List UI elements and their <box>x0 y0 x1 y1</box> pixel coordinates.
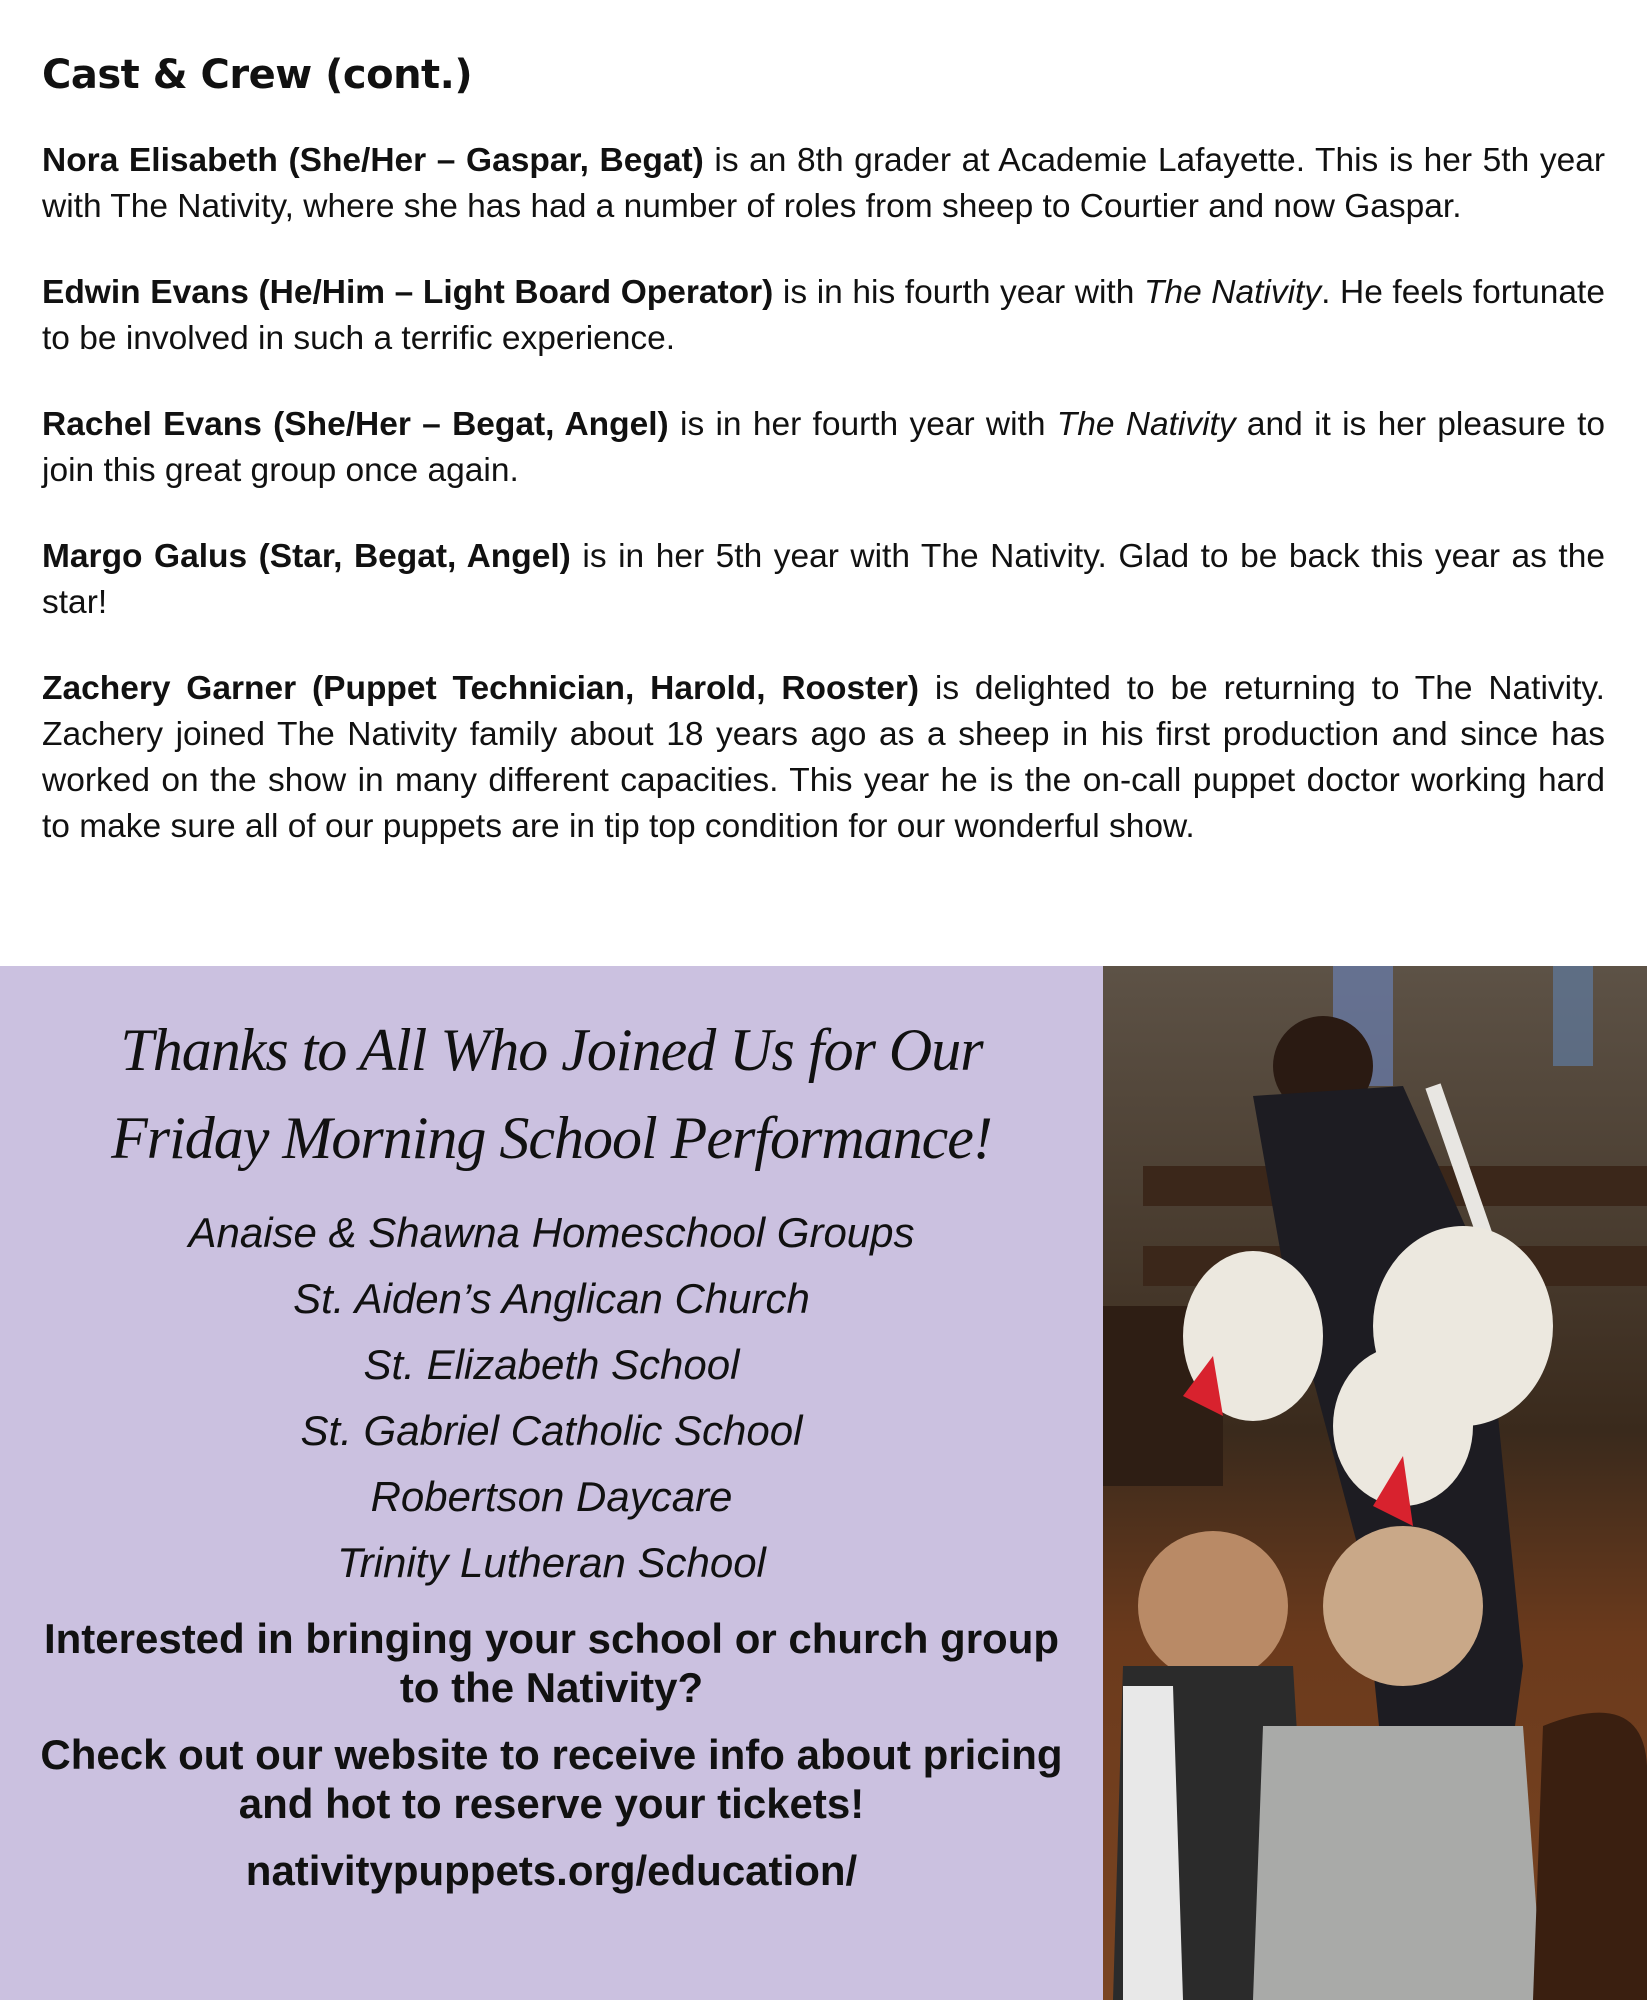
bio-text: is in his fourth year with <box>773 274 1144 311</box>
group-list <box>30 1200 1073 1596</box>
bio-name: Rachel Evans (She/Her – Begat, Angel) <box>42 406 669 443</box>
thanks-line: Thanks to All Who Joined Us for Our <box>120 1017 983 1083</box>
photo-illustration <box>1103 966 1647 2000</box>
bio-text: is delighted to be returning to The Nativity. Zachery joined The Nativity family about 18 years ago as a sheep in his first production and since has worked on the show in many different capacities. This year he is the on-call puppet doctor working hard to make sure all of our puppets are in tip top condition for our wonderful show. <box>42 670 1605 845</box>
bio-margo <box>42 534 1605 626</box>
list-item: Anaise & Shawna Homeschool Groups <box>188 1209 915 1256</box>
website-link[interactable]: nativitypuppets.org/education/ <box>245 1847 858 1894</box>
list-item: Trinity Lutheran School <box>337 1539 766 1586</box>
bio-name: Edwin Evans (He/Him – Light Board Operator) <box>42 274 774 311</box>
bio-text: is in her 5th year with The Nativity. Glad to be back this year as the star! <box>42 538 1605 621</box>
list-item: St. Aiden’s Anglican Church <box>293 1275 810 1322</box>
bio-text: is in her fourth year with <box>668 406 1057 443</box>
bio-nora <box>42 138 1605 230</box>
bio-name: Margo Galus (Star, Begat, Angel) <box>42 538 571 575</box>
list-item: St. Gabriel Catholic School <box>300 1407 803 1454</box>
bio-name: Nora Elisabeth (She/Her – Gaspar, Begat) <box>42 142 704 179</box>
cta-question: Interested in bringing your school or church group to the Nativity? <box>43 1615 1060 1711</box>
bio-title: The Nativity <box>1056 406 1236 443</box>
list-item: St. Elizabeth School <box>363 1341 740 1388</box>
bio-text: and it is her pleasure to join this great group once again. <box>42 406 1606 489</box>
thanks-panel <box>0 966 1103 2000</box>
bio-text: . He feels fortunate to be involved in such a terrific experience. <box>42 274 1605 357</box>
bio-edwin <box>42 270 1605 362</box>
cta-website: Check out our website to receive info about pricing and hot to reserve your tickets! <box>40 1731 1063 1827</box>
bio-rachel <box>42 402 1605 494</box>
bio-zachery <box>42 666 1605 850</box>
thanks-heading <box>30 1006 1073 1182</box>
list-item: Robertson Daycare <box>370 1473 733 1520</box>
page-heading: Cast & Crew (cont.) <box>42 52 473 98</box>
bio-name: Zachery Garner (Puppet Technician, Harold, Rooster) <box>42 670 920 707</box>
puppet-photo <box>1103 966 1647 2000</box>
bio-text: is an 8th grader at Academie Lafayette. This is her 5th year with The Nativity, where she has had a number of roles from sheep to Courtier and now Gaspar. <box>42 142 1606 225</box>
bio-title: The Nativity <box>1143 274 1322 311</box>
thanks-line: Friday Morning School Performance! <box>111 1105 992 1171</box>
bio-list <box>42 138 1605 890</box>
